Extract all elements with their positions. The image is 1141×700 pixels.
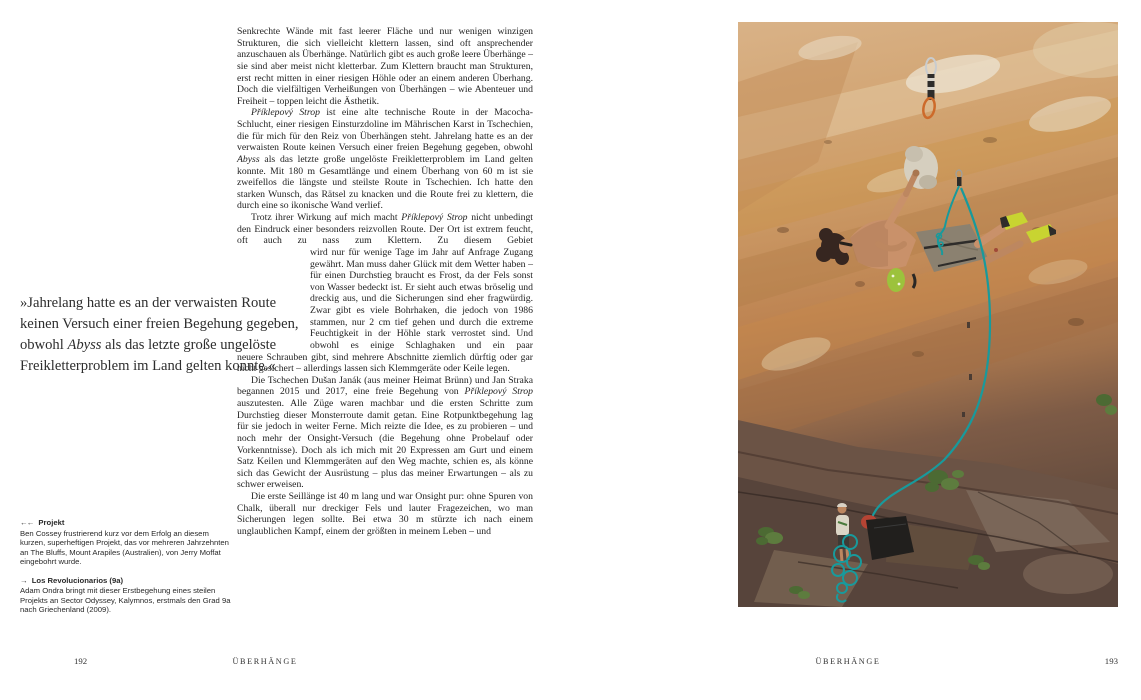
page-number-left: 192 xyxy=(74,656,88,666)
running-title-right: ÜBERHÄNGE xyxy=(815,657,881,666)
text-segment: Abyss xyxy=(237,153,260,165)
pull-quote-segment: als das letzte große ungelöste Freikletterproblem im Land gelten konnte.« xyxy=(20,337,277,374)
article-text xyxy=(237,26,533,538)
caption-title: Los Revolucionarios (9a) xyxy=(31,575,124,585)
text-segment: Příklepový Strop xyxy=(251,107,320,119)
text-segment: auszutesten. Alle Züge waren machbar und die ersten Schritte zum Durchstieg dieser Monsterroute damit getan. Eine Rotpunktbegehung lag für sie jedoch in weiter Ferne. Mich reizte die Idee, es zu probieren – und noch mehr der Onsight-Versuch (die Begehung ohne Probelauf oder Vorkenntnisse). Doch als ich mich mit 20 Expressen am Gurt und einem Satz Keilen und Klemmgeräten auf den Weg machte, schien es, als könne sich das Gewicht der Ausrüstung – plus das meiner Erwartungen – als zu schwer erweisen. xyxy=(237,398,533,491)
paragraph xyxy=(237,375,533,491)
photo-caption xyxy=(20,518,234,567)
text-segment: wird nur für wenige Tage im Jahr auf Anfrage Zugang gewährt. Man muss daher Glück mit dem Wetter haben – für einen Durchstieg braucht es Frost, da der Fels sonst von Wasser bedeckt ist. Er sieht auch etwas bröselig und dreckig aus, und die Sicherungen sind eher fragwürdig. Zwar gibt es viele Bohrhaken, die jedoch von 1986 stammen, nur 2 cm tief gehen und durch die extreme Feuchtigkeit in der Höhle stark verrostet sind. Und obwohl es einige Schlaghaken und ein paar xyxy=(310,246,533,351)
climbing-photo xyxy=(738,22,1118,607)
text-segment: Senkrechte Wände mit fast leerer Fläche und nur wenigen winzigen Strukturen, die sich vielleicht klettern lassen, sind oft ansprechender anzuschauen als Überhänge. Natürlich gibt es auch große leere Überhänge – sie sind aber meist nicht kletterbar. Zum Klettern braucht man Strukturen, erst recht mitten in einer riesigen Höhle oder an einem anderen Überhang. Doch die vielfältigen Verheißungen von Überhängen – wie Abenteuer und Freiheit – toppen leicht die Ästhetik. xyxy=(237,26,533,107)
text-segment: ist eine alte technische Route in der Macocha-Schlucht, einer riesigen Einsturzdoline im Mährischen Karst in Tschechien, die für mich für den Reiz von Überhängen steht. Jahrelang hatte es an der verwaisten Route keinen Versuch einer freien Begehung gegeben, obwohl xyxy=(237,107,533,154)
paragraph xyxy=(237,107,533,212)
photo-caption xyxy=(20,576,234,615)
page-number-right: 193 xyxy=(1104,656,1118,666)
paragraph xyxy=(310,247,533,352)
caption-arrow-icon: ←← xyxy=(20,518,34,527)
text-segment: Příklepový Strop xyxy=(464,386,533,398)
caption-body: Adam Ondra bringt mit dieser Erstbegehung eines steilen Projekts an Sector Odyssey, Kalymnos, erstmals den Grad 9a nach Griechenland (2009). xyxy=(20,586,231,614)
paragraph xyxy=(237,212,533,247)
text-segment: als das letzte große ungelöste Freikletterproblem im Land gelten konnte. Mit 180 m Gesamtlänge und einem Überhang von 60 m ist sie zweifellos die längste und steilste Route in Tschechien. Ich hatte den starken Wunsch, das Rätsel zu knacken und die Route frei zu klettern, die durch eine so ikonische Wand verlief. xyxy=(237,153,533,212)
running-title-left: ÜBERHÄNGE xyxy=(232,657,298,666)
pull-quote-segment: »Jahrelang hatte es an der verwaisten Route keinen Versuch einer freien Begehung gegeben, obwohl xyxy=(20,295,299,353)
text-segment: nicht unbedingt den Eindruck einer besonders reizvollen Route. Der Ort ist extrem feucht, oft auch zu nass zum Klettern. Zu diesem Gebiet xyxy=(237,212,533,247)
paragraph xyxy=(237,26,533,107)
caption-heading xyxy=(20,518,234,528)
text-segment: Die erste Seillänge ist 40 m lang und war Onsight pur: ohne Spuren von Chalk, überall nur dreckiger Fels und lauter Fragezeichen, wo man Sicherungen legen sollte. Bei etwa 30 m stürzte ich nach einem unglaublichen Kampf, einem der größten in meinem Leben – und xyxy=(237,491,533,537)
caption-title: Projekt xyxy=(38,518,65,527)
paragraph xyxy=(237,491,533,538)
text-segment: Trotz ihrer Wirkung auf mich macht xyxy=(251,212,402,223)
pull-quote-text xyxy=(20,293,308,377)
caption-body: Ben Cossey frustrierend kurz vor dem Erfolg an diesem kurzen, superheftigen Projekt, das vor mehreren Jahrzehnten an The Bluffs, Mount Arapiles (Australien), von Jerry Moffat eingebohrt wurde. xyxy=(20,528,229,566)
pull-quote-segment: Abyss xyxy=(67,337,102,353)
caption-heading xyxy=(20,576,234,586)
caption-arrow-icon: → xyxy=(20,575,27,585)
text-segment: neuere Schrauben gibt, sind mehrere Abschnitte ziemlich dürftig oder gar nicht gesichert – allerdings lassen sich Klemmgeräte oder Keile legen. xyxy=(237,351,533,375)
captions xyxy=(20,518,234,615)
text-segment: Die Tschechen Dušan Janák (aus meiner Heimat Brünn) und Jan Straka begannen 2015 und 2017, eine freie Begehung von xyxy=(237,374,533,398)
text-segment: Příklepový Strop xyxy=(401,212,468,223)
